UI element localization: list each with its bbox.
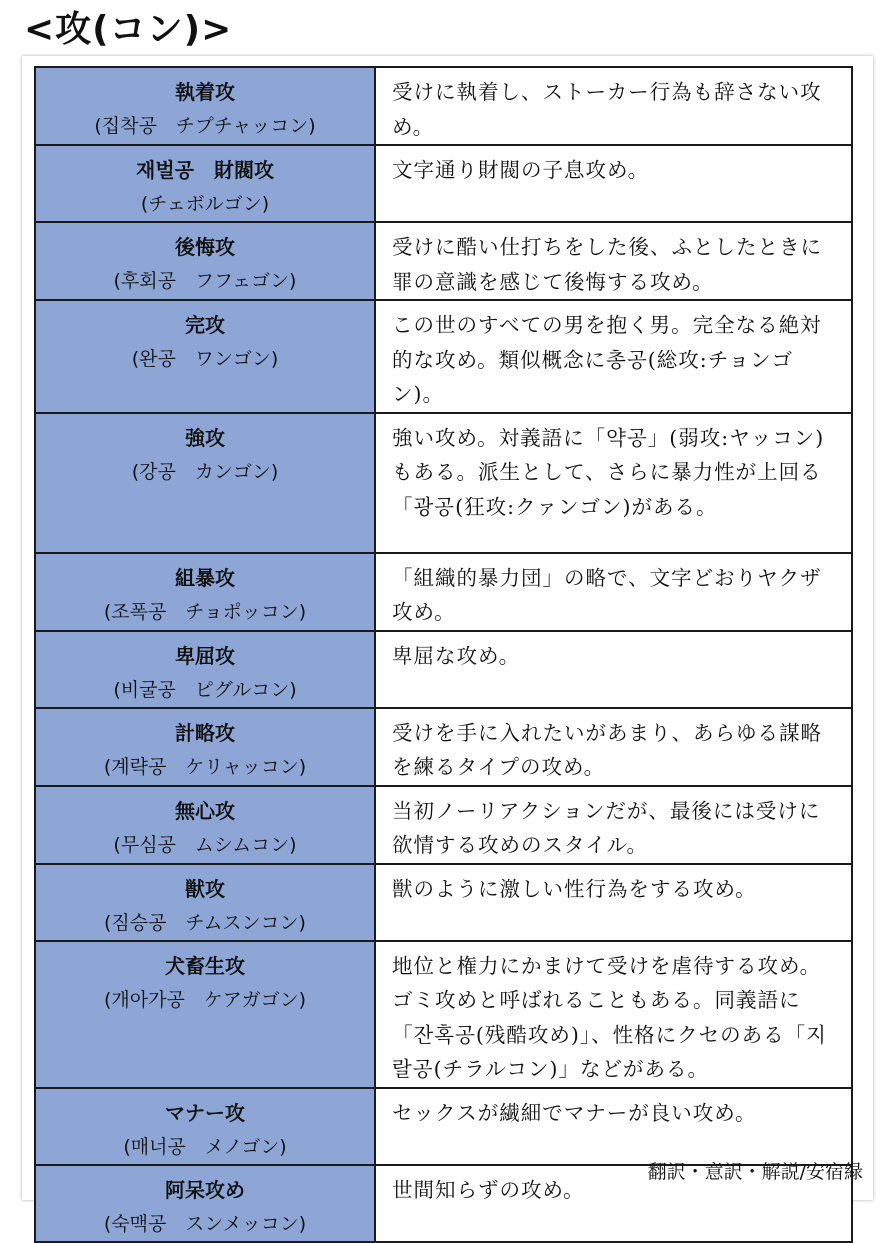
term-reading: (완공 ワンゴン) [131,348,279,370]
term-description: 文字通り財閥の子息攻め。 [392,158,650,182]
term-description: 獣のように激しい性行為をする攻め。 [392,876,757,901]
term-description: 世間知らずの攻め。 [392,1177,585,1202]
term-reading: (숙맥공 スンメッコン) [103,1212,307,1235]
description-cell [375,413,852,553]
term-name: 強攻 [185,425,225,450]
term-reading: (무심공 ムシムコン) [113,833,297,856]
term-description: セックスが繊細でマナーが良い攻め。 [392,1100,757,1125]
term-description: 当初ノーリアクションだが、最後には受けに欲情する攻めのスタイル。 [392,798,821,857]
term-description: 地位と権力にかまけて受けを虐待する攻め。ゴミ攻めと呼ばれることもある。同義語に「잔혹공(残酷攻め)」、性格にクセのある「지랄공(チラルコン)」などがある。 [392,953,827,1081]
description-cell [375,708,852,786]
term-name: 犬畜生攻 [165,953,245,978]
term-cell [35,553,375,631]
term-description: 「組織的暴力団」の略で、文字どおりヤクザ攻め。 [392,565,822,624]
table-row [35,300,852,413]
table-row [35,631,852,708]
term-reading: (비굴공 ピグルコン) [113,678,297,701]
term-description: 受けに執着し、ストーカー行為も辞さない攻め。 [392,80,822,139]
description-cell [375,786,852,864]
table-row [35,67,852,145]
term-description: 卑屈な攻め。 [392,643,521,668]
description-cell [375,67,852,145]
term-cell [35,864,375,941]
term-name: 計略攻 [175,720,235,745]
term-reading: (개아가공 ケアガゴン) [103,988,307,1011]
description-cell [375,553,852,631]
term-name: 無心攻 [175,798,235,823]
term-reading: (계략공 ケリャッコン) [103,755,307,778]
term-description: 受けに酷い仕打ちをした後、ふとしたときに罪の意識を感じて後悔する攻め。 [392,235,822,294]
term-reading: (チェボルゴン) [140,193,270,215]
term-reading: (집착공 チプチャッコン) [94,115,316,137]
table-row [35,222,852,300]
term-cell [35,222,375,300]
table-row [35,413,852,553]
table-row [35,864,852,941]
term-description: 受けを手に入れたいがあまり、あらゆる謀略を練るタイプの攻め。 [392,720,822,779]
page-heading: <攻(コン)> [24,9,233,50]
table-row [35,941,852,1088]
term-cell [35,300,375,413]
term-name: 阿呆攻め [165,1177,245,1202]
term-name: 完攻 [185,313,225,337]
term-cell [35,631,375,708]
description-cell [375,222,852,300]
term-name: 執着攻 [175,80,235,104]
table-row [35,145,852,222]
term-description: この世のすべての男を抱く男。完全なる絶対的な攻め。類似概念に총공(総攻:チョンゴン)。 [392,313,822,406]
term-name: 組暴攻 [175,565,235,590]
description-cell [375,631,852,708]
term-cell [35,1088,375,1165]
terms-table [34,66,853,1243]
term-cell [35,1165,375,1242]
term-cell [35,145,375,222]
description-cell [375,864,852,941]
term-reading: (강공 カンゴン) [131,460,279,483]
term-cell [35,67,375,145]
term-name: 卑屈攻 [175,643,235,668]
table-row [35,708,852,786]
term-reading: (짐승공 チムスンコン) [104,911,306,934]
table-row [35,553,852,631]
term-cell [35,941,375,1088]
description-cell [375,145,852,222]
term-reading: (매너공 メノゴン) [123,1135,287,1158]
table-row [35,1088,852,1165]
term-cell [35,413,375,553]
description-cell [375,1088,852,1165]
term-name: 後悔攻 [175,235,235,259]
term-reading: (조폭공 チョポッコン) [103,600,307,623]
translation-credit: 翻訳・意訳・解説/安宿緑 [647,1161,863,1183]
table-row [35,786,852,864]
description-cell [375,300,852,413]
term-name: 獣攻 [185,876,225,901]
description-cell [375,941,852,1088]
term-description: 強い攻め。対義語に「약공」(弱攻:ヤッコン)もある。派生として、さらに暴力性が上回る「광공(狂攻:クァンゴン)がある。 [392,425,825,519]
term-name: マナー攻 [165,1100,245,1125]
term-reading: (후회공 フフェゴン) [113,270,297,292]
term-name: 재벌공 財閥攻 [136,158,274,182]
term-cell [35,786,375,864]
term-cell [35,708,375,786]
